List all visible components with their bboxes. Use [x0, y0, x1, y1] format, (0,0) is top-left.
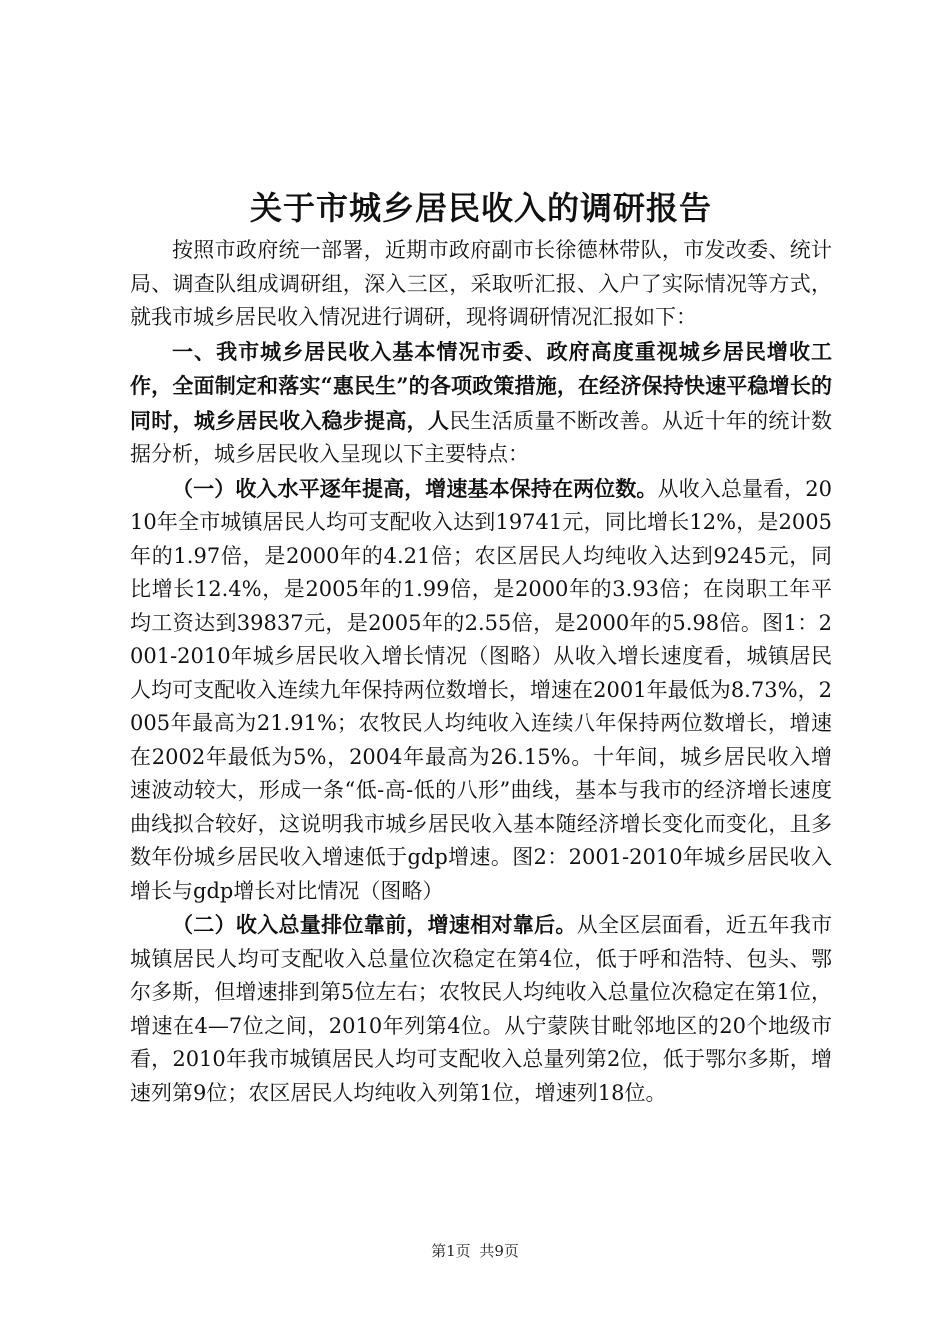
point-1-heading: （一）收入水平逐年提高，增速基本保持在两位数。: [172, 475, 658, 501]
page-number-total: 共9页: [479, 1242, 519, 1260]
point-2-body: 从全区层面看，近五年我市城镇居民人均可支配收入总量位次稳定在第4位，低于呼和浩特、包头、鄂尔多斯，但增速排到第5位左右；农牧民人均纯收入总量位次稳定在第1位，增速在4—7位之间，2010年列第4位。从宁蒙陕甘毗邻地区的20个地级市看，2010年我市城镇居民人均可支配收入总量列第2位，低于鄂尔多斯，增速列第9位；农区居民人均纯收入列第1位，增速列18位。: [130, 913, 833, 1105]
point-1-paragraph: [130, 472, 832, 909]
section-1-paragraph: [130, 335, 832, 472]
page-footer: [0, 1240, 950, 1261]
section-1-heading: 一、我市城乡居民收入基本情况市委、政府高度重视城乡居民增收工作，全面制定和落实“惠民生”的各项政策措施，在经济保持快速平稳增长的同时，城乡居民收入稳步提高，人: [130, 338, 832, 433]
intro-paragraph: 按照市政府统一部署，近期市政府副市长徐德林带队，市发改委、统计局、调查队组成调研组，深入三区，采取听汇报、入户了实际情况等方式，就我市城乡居民收入情况进行调研，现将调研情况汇报如下：: [130, 238, 832, 329]
document-title: 关于市城乡居民收入的调研报告: [249, 189, 712, 227]
point-2-paragraph: [130, 908, 832, 1110]
page-number-current: 第1页: [431, 1242, 471, 1260]
section-1-body: 从近十年的统计数据分析，城乡居民收入呈现以下主要特点：: [130, 408, 832, 466]
section-1-heading-tail: 民生活质量不断改善。: [449, 408, 663, 433]
point-2-heading: （二）收入总量排位靠前，增速相对靠后。: [172, 912, 577, 937]
point-1-body: 从收入总量看，2010年全市城镇居民人均可支配收入达到19741元，同比增长12%，是2005年的1.97倍，是2000年的4.21倍；农区居民人均纯收入达到9245元，同比增长12.4%，是2005年的1.99倍，是2000年的3.93倍；在岗职工年平均工资达到39837元，是2005年的2.55倍，是2000年的5.98倍。图1：2001-2010年城乡居民收入增长情况（图略）从收入增长速度看，城镇居民人均可支配收入连续九年保持两位数增长，增速在2001年最低为8.73%，2005年最高为21.91%；农牧民人均纯收入连续八年保持两位数增长，增速在2002年最低为5%，2004年最高为26.15%。十年间，城乡居民收入增速波动较大，形成一条“低-高-低的八形”曲线，基本与我市的经济增长速度曲线拟合较好，这说明我市城乡居民收入基本随经济增长变化而变化，且多数年份城乡居民收入增速低于gdp增速。图2：2001-2010年城乡居民收入增长与gdp增长对比情况（图略）: [130, 476, 832, 903]
document-page: [130, 182, 832, 1110]
